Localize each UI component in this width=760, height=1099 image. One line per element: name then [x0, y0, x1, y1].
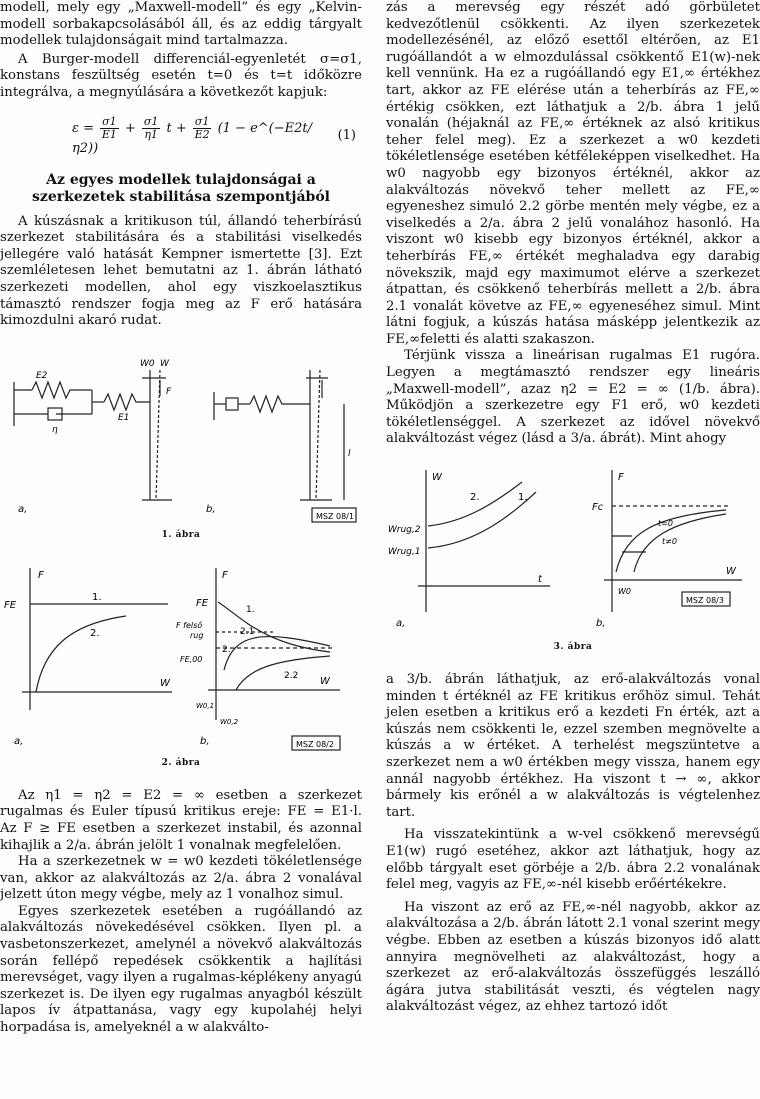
figure-2 [0, 560, 362, 756]
fraction-2 [142, 116, 161, 141]
fig3a-label-w: W [432, 472, 442, 484]
right-column [386, 0, 760, 1016]
intro-paragraph: modell, mely egy „Maxwell-modell” és egy „Kelvin-modell sorbakapcsolásából áll, és az eddig tárgyalt modellek tulajdonságait mind tartalmazza. [0, 0, 362, 49]
fig3b-label-tnot0: t≠0 [662, 537, 677, 547]
burger-paragraph: A Burger-modell differenciál-egyenletét σ=σ1, konstans feszültség esetén t=0 és t=t időközre integrálva, a megnyúlására a következőt kapjuk: [0, 51, 362, 100]
fig1-label-e1: E1 [118, 412, 130, 423]
frac1-num: σ1 [102, 114, 117, 128]
figure-2-caption: 2. ábra [161, 757, 201, 768]
figure-1-caption: 1. ábra [161, 529, 201, 540]
paragraph: zás a merevség egy részét adó görbületet kedvezőtlenül csökkenti. Az ilyen szerkezetek modellezésénél, az előző esettől eltérően, az E1 rugóállandót a w elmozdulással csökkentő E1(w)-nek kell vennünk. Ha ez a rugóállandó egy E1,∞ értékhez tart, akkor az FE elérése után a teherbírás az FE,∞ értékig csökken, ezt láthatjuk a 2/b. ábra 1 jelű vonalán (héjaknál az FE,∞ értéknek az alsó kritikus teher felel meg). Ez a szerkezet a w0 kezdeti tökéletlensége esetében kétféleképpen viselkedhet. Ha w0 nagyobb egy bizonyos értéknél, akkor az alakváltozás növekvő teher mellett az FE,∞ egyeneshez simuló 2.2 görbe mentén mely végbe, ez a viselkedés a 2/a. ábra 2 jelű vonalához hasonló. Ha viszont w0 kisebb egy bizonyos értéknél, akkor a teherbírás FE,∞ értékét meghaladva egy darabig növekszik, majd egy maximumot elérve a szerkezet átpattan, és csökkenő teherbírás mellett a 2/b. ábra 2.1 vonalát követve az FE,∞ egyeneséhez simul. Mint látni fogjuk, a kúszás hatása másképp jelentkezik az FE,∞feletti és alatti szakaszon. [386, 0, 760, 347]
fig3a-label-2: 2. [470, 492, 480, 504]
fig3a-label-a: a, [396, 618, 406, 630]
fig1-label-l: l [348, 448, 351, 459]
fig2-stamp: MSZ 08/2 [296, 739, 334, 749]
equation-number: (1) [337, 128, 356, 144]
fig2a-label-2: 2. [90, 627, 100, 639]
fig3a-label-wrug1: Wrug,1 [388, 547, 421, 558]
right-closing-text [386, 672, 760, 1016]
fig2b-label-fe: FE [196, 597, 209, 609]
fig1-label-a: a, [18, 503, 28, 515]
paragraph: Egyes szerkezetek esetében a rugóállandó az alakváltozás növekedésével csökken. Ilyen pl. a vasbetonszerkezet, amelynél a növekvő alakváltozás során fellépő repedések csökkentik a hajlítási merevséget, vagy ilyen a rugalmas-képlékeny anyagú szerkezet is. De ilyen egy rugalmas anyagból készült lapos ív átpattanása, vagy egy kupolahéj helyi horpadása is, amelyeknél a w alakválto- [0, 903, 362, 1036]
fig3a-label-t: t [538, 574, 542, 586]
fig2b-label-w: W [320, 675, 330, 687]
left-closing-text [0, 788, 362, 1037]
fig1-label-w: W [160, 358, 169, 369]
fig1-label-eta: η [52, 424, 58, 435]
frac3-num: σ1 [194, 114, 210, 128]
fig2b-label-f: F [222, 569, 228, 581]
fig3b-label-w: W [726, 566, 736, 578]
figure-2-drawing [0, 560, 362, 756]
fig2a-label-fe: FE [4, 599, 17, 611]
fig2a-label-f: F [38, 569, 44, 581]
paragraph: a 3/b. ábrán láthatjuk, az erő-alakváltozás vonal minden t értéknél az FE kritikus erőhöz simul. Tehát jelen esetben a kritikus erő a kezdeti Fn érték, azt a kúszás nem csökkenti le, ezzel szemben megnövelte a kúszás a w értéket. A terhelést megszüntetve a szerkezet nem a w0 értékben megy vissza, hanem egy annál nagyobb értékhez. Ha viszont t → ∞, akkor bármely kis erőnél a w alakváltozás is végtelenhez tart. [386, 672, 760, 820]
fig2b-label-w02: W0,2 [220, 717, 239, 726]
paragraph: Ha viszont az erő az FE,∞-nél nagyobb, akkor az alakváltozása a 2/b. ábrán látott 2.1 vonal szerint megy végbe. Ebben az esetben a kúszás bizonyos idő alatt annyira megnövelheti az alakváltozást, hogy a szerkezet az erő-alakváltozás összefüggés leszálló ágára jutva stabilitását veszti, és végtelen nagy alakváltozást végez, az ehhez tartozó időt [386, 899, 760, 1015]
fig3-stamp: MSZ 08/3 [686, 596, 724, 606]
figure-3-caption: 3. ábra [553, 642, 593, 653]
fig2a-label-a: a, [14, 735, 24, 747]
frac1-den: E1 [101, 127, 117, 141]
fig1-label-b: b, [206, 503, 216, 515]
section-heading: Az egyes modellek tulajdonságai a szerkezetek stabilitása szempontjából [32, 171, 330, 205]
fig3b-label-t0: t=0 [658, 519, 673, 529]
formula-tail: (1 − e^(−E2t/η2)) [72, 120, 312, 156]
fig2b-label-b: b, [200, 735, 210, 747]
fig3b-label-b: b, [596, 618, 606, 630]
fig2b-label-ffelso: F felső [176, 620, 203, 630]
paragraph: Ha a szerkezetnek w = w0 kezdeti tökéletlensége van, akkor az alakváltozás az 2/a. ábra 2 vonalával jelzett úton megy végbe, mely az 1 vonalhoz simul. [0, 854, 362, 903]
fig2b-label-w01: W0,1 [196, 701, 215, 710]
fig3a-label-wrug2: Wrug,2 [388, 525, 421, 536]
figure-3-drawing [386, 462, 760, 640]
formula-t: t + [166, 120, 187, 136]
figure-3 [386, 462, 760, 640]
fig3b-label-fc: Fc [592, 502, 604, 514]
fig3a-label-1: 1. [518, 492, 528, 504]
fig2b-label-fe00: FE,00 [180, 654, 203, 664]
fig1-label-w0: W0 [140, 358, 155, 369]
paragraph: Térjünk vissza a lineárisan rugalmas E1 rugóra. Legyen a megtámasztó rendszer egy lineáris „Maxwell-modell”, azaz η2 = E2 = ∞ (1/b. ábra). Működjön a szerkezetre egy F1 erő, w0 kezdeti tökéletlenséggel. A szerkezet az idővel növekvő alakváltozást végez (lásd a 3/a. ábrát). Mint ahogy [386, 348, 760, 447]
fig1-stamp: MSZ 08/1 [316, 511, 354, 521]
formula-lhs: ε = [72, 120, 95, 136]
frac2-den: η1 [144, 127, 158, 141]
figure-1 [0, 352, 362, 528]
fig2a-label-1: 1. [92, 591, 102, 603]
fig3b-label-f: F [618, 472, 624, 484]
equation-1 [72, 116, 356, 156]
fig2b-label-1: 1. [246, 604, 255, 615]
fig2b-label-2: 2. [222, 644, 231, 655]
fig2b-label-22: 2.2 [284, 670, 299, 681]
paragraph: Az η1 = η2 = E2 = ∞ esetben a szerkezet rugalmas és Euler típusú kritikus ereje: FE = E1·l. Az F ≥ FE esetben a szerkezet instabil, és azonnal kihajlik a 2/a. ábrán jelölt 1 vonalnak megfelelően. [0, 787, 362, 853]
formula-plus: + [124, 120, 136, 136]
fig2b-label-21: 2.1 [240, 626, 255, 637]
fig2a-label-w: W [160, 677, 170, 689]
fig3b-label-w0: W0 [618, 587, 631, 597]
fraction-3 [193, 116, 212, 141]
left-column [0, 0, 362, 1037]
fig1-label-e2: E2 [36, 370, 48, 381]
figure-1-drawing [0, 352, 362, 528]
frac2-num: σ1 [143, 114, 159, 128]
paragraph: Ha visszatekintünk a w-vel csökkenő merevségű E1(w) rugó esetéhez, akkor azt láthatjuk, hogy az előbb tárgyalt eset görbéje a 2/b. ábra 2.2 vonalának felel meg, vagyis az FE,∞-nél kisebb erőértékekre. [386, 827, 760, 893]
fig1-label-f: F [166, 386, 172, 397]
frac3-den: E2 [194, 127, 210, 141]
fig2b-label-rug: rug [190, 630, 204, 640]
fraction-1 [100, 116, 119, 141]
section-paragraph: A kúszásnak a kritikuson túl, állandó teherbírású szerkezet stabilitására és a stabilitási viselkedés jellegére való hatását Kempner ismertette [3]. Ezt szemléletesen lehet bemutatni az 1. ábrán látható szerkezeti modellen, ahol egy viszkoelasztikus támasztó rendszer fogja meg az F erő hatására kimozdulni akaró rudat. [0, 213, 362, 329]
